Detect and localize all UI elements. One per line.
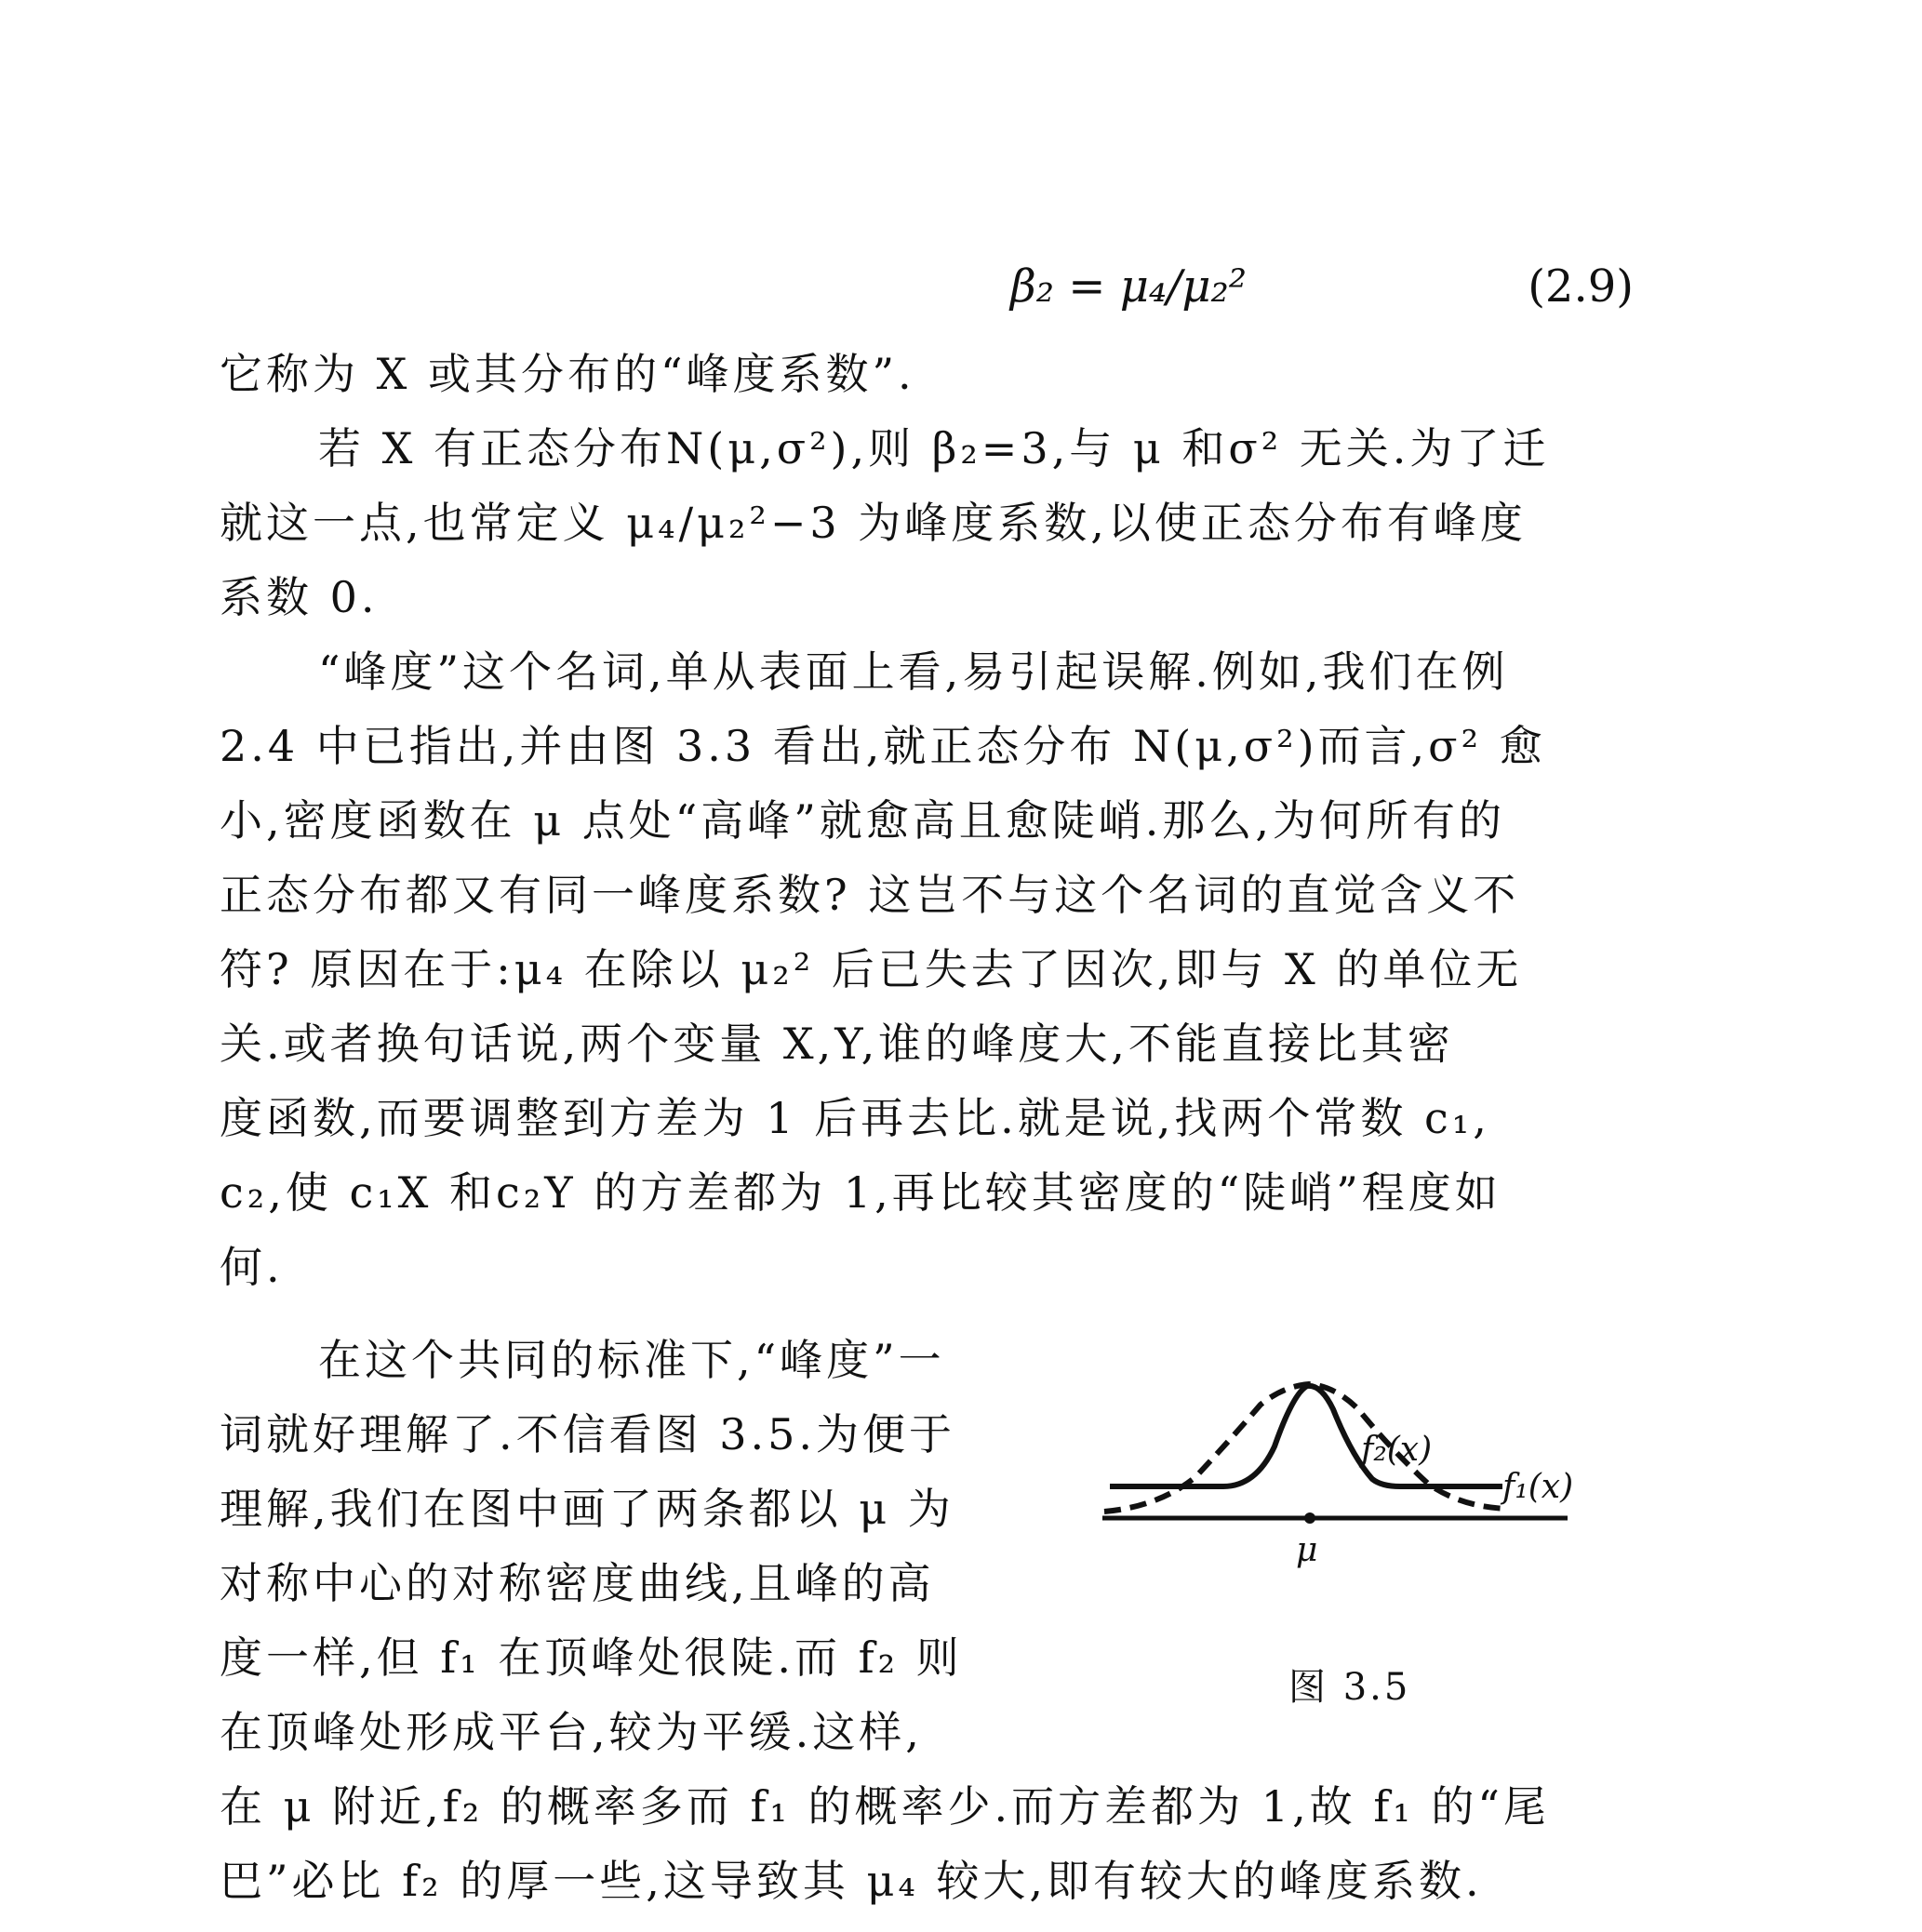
- text-line: c₂,使 c₁X 和c₂Y 的方差都为 1,再比较其密度的“陡峭”程度如: [220, 1167, 1502, 1218]
- text-line: 何.: [220, 1242, 284, 1292]
- text-line: 2.4 中已指出,并由图 3.3 看出,就正态分布 N(μ,σ²)而言,σ² 愈: [220, 721, 1546, 771]
- figure-caption: 图 3.5: [1288, 1666, 1411, 1709]
- mu-label: μ: [1296, 1531, 1318, 1569]
- text-line: 关.或者换句话说,两个变量 X,Y,谁的峰度大,不能直接比其密: [220, 1019, 1454, 1069]
- equation-formula: β₂ = μ₄/μ₂²: [1010, 260, 1248, 313]
- f1-label: f₁(x): [1502, 1468, 1574, 1506]
- text-line: 符? 原因在于:μ₄ 在除以 μ₂² 后已失去了因次,即与 X 的单位无: [220, 944, 1523, 994]
- equation-number: (2.9): [1528, 260, 1634, 313]
- f2-label: f₂(x): [1361, 1431, 1433, 1469]
- text-line: 巴”必比 f₂ 的厚一些,这导致其 μ₄ 较大,即有较大的峰度系数.: [220, 1856, 1483, 1906]
- density-curves-diagram: [1093, 1367, 1586, 1646]
- text-line: 就这一点,也常定义 μ₄/μ₂²−3 为峰度系数,以使正态分布有峰度: [220, 498, 1527, 548]
- figure-3-5: [1093, 1367, 1586, 1674]
- text-line: 它称为 X 或其分布的“峰度系数”.: [220, 349, 915, 399]
- text-line: 在这个共同的标准下,“峰度”一: [318, 1335, 945, 1385]
- mu-point: [1304, 1512, 1315, 1524]
- text-line: 对称中心的对称密度曲线,且峰的高: [220, 1558, 935, 1608]
- f1-curve: [1110, 1386, 1502, 1486]
- f2-curve: [1104, 1384, 1507, 1512]
- text-line: 若 X 有正态分布N(μ,σ²),则 β₂=3,与 μ 和σ² 无关.为了迁: [318, 423, 1550, 473]
- text-line: 在 μ 附近,f₂ 的概率多而 f₁ 的概率少.而方差都为 1,故 f₁ 的“尾: [220, 1781, 1550, 1832]
- text-line: 度一样,但 f₁ 在顶峰处很陡.而 f₂ 则: [220, 1632, 963, 1683]
- text-line: “峰度”这个名词,单从表面上看,易引起误解.例如,我们在例: [318, 646, 1509, 697]
- text-line: 理解,我们在图中画了两条都以 μ 为: [220, 1484, 954, 1534]
- text-line: 度函数,而要调整到方差为 1 后再去比.就是说,找两个常数 c₁,: [220, 1093, 1490, 1143]
- text-line: 小,密度函数在 μ 点处“高峰”就愈高且愈陡峭.那么,为何所有的: [220, 795, 1506, 846]
- text-line: 正态分布都又有同一峰度系数? 这岂不与这个名词的直觉含义不: [220, 870, 1520, 920]
- text-line: 在顶峰处形成平台,较为平缓.这样,: [220, 1707, 923, 1757]
- equation-row: [220, 260, 1634, 316]
- text-line: 词就好理解了.不信看图 3.5.为便于: [220, 1409, 956, 1459]
- text-line: 系数 0.: [220, 572, 379, 622]
